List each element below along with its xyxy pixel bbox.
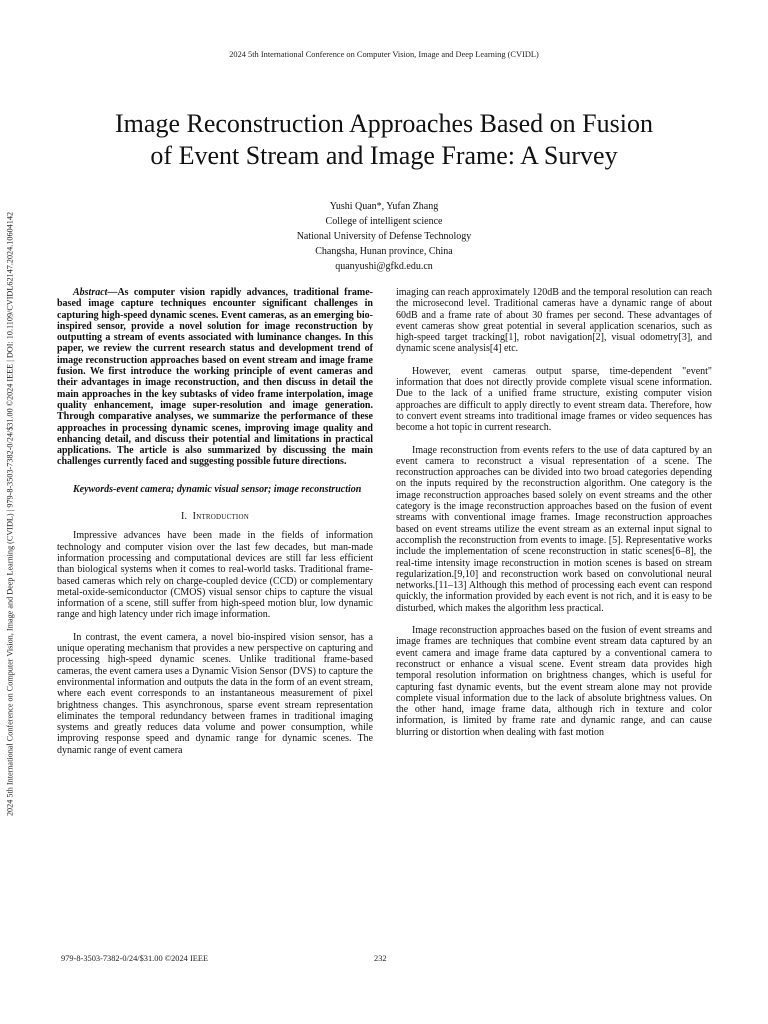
paper-title (40, 108, 728, 172)
intro-paragraph-3: imaging can reach approximately 120dB and the temporal resolution can reach the microsecond level. Traditional cameras have a dynamic range of about 60dB and a frame rate of about 30 frames per second. These advantages of event cameras show great potential in several application scenarios, such as high-speed target tracking[1], robot navigation[2], visual odometry[3], and dynamic scene analysis[4] etc. (396, 287, 712, 355)
section-number: I. (181, 511, 188, 523)
left-column (57, 287, 373, 767)
abstract-label: Abstract— (73, 287, 118, 298)
intro-paragraph-4: However, event cameras output sparse, time-dependent "event" information that does not directly provide complete visual scene information. Due to the lack of a unified frame structure, existing computer vision approaches are difficult to apply directly to event stream data. Therefore, how to convert event streams into traditional image frames or video sequences has become a hot topic in current research. (396, 365, 712, 434)
intro-paragraph-2: In contrast, the event camera, a novel bio-inspired vision sensor, has a unique operating mechanism that provides a new perspective on capturing and processing high-speed dynamic scenes. Unlike traditional frame-based cameras, the event camera uses a Dynamic Vision Sensor (DVS) to capture the environmental information and outputs the data in the form of an event stream, where each event corresponds to an instantaneous measurement of pixel brightness changes. This asynchronous, sparse event stream representation eliminates the temporal redundancy between frames in traditional imaging systems and greatly reduces data volume and power consumption, while improving response speed and dynamic range for dynamic scenes. The dynamic range of event camera (57, 631, 373, 756)
author-location: Changsha, Hunan province, China (315, 246, 453, 257)
title-line-1: Image Reconstruction Approaches Based on Fusion (115, 109, 653, 138)
section-heading-introduction (57, 511, 373, 522)
right-column (396, 287, 712, 749)
intro-paragraph-6: Image reconstruction approaches based on the fusion of event streams and image frames are techniques that combine event stream data captured by an event camera and image frame data captured by a conventional camera to reconstruct or enhance a visual scene. Event stream data provides high temporal resolution information on brightness changes, which is useful for capturing fast dynamic events, but the event stream alone may not provide complete visual information due to the lack of absolute brightness values. On the other hand, image frame data, although rich in texture and color information, is limited by frame rate and dynamic range, and can cause blurring or distortion when dealing with fast motion (396, 625, 712, 738)
author-university: National University of Defense Technology (296, 231, 472, 242)
page-number: 232 (374, 954, 387, 963)
side-doi-text: 2024 5th International Conference on Computer Vision, Image and Deep Learning (CVIDL) | 979-8-3503-7382-0/24/$31.00 ©2024 IEEE | DOI: 10.1109/CVIDL62147.2024.10604142 (5, 211, 15, 817)
section-title: Introduction (192, 511, 249, 523)
abstract (57, 287, 373, 468)
title-line-2: of Event Stream and Image Frame: A Survey (150, 141, 618, 170)
author-email: quanyushi@gfkd.edu.cn (335, 261, 433, 272)
keywords: Keywords-event camera; dynamic visual sensor; image reconstruction (73, 483, 362, 495)
intro-paragraph-1: Impressive advances have been made in the fields of information technology and computer vision over the last few decades, but man-made information processing and computational devices are still far less efficient than biological systems when it comes to real-world tasks. Traditional frame-based cameras which rely on charge-coupled device (CCD) or complementary metal-oxide-semiconductor (CMOS) visual sensor chips to capture the visual information of a scene, still suffer from high-speed motion blur, low dynamic range and high latency under rich image information. (57, 530, 373, 621)
footer-isbn: 979-8-3503-7382-0/24/$31.00 ©2024 IEEE (61, 954, 209, 963)
author-block (0, 199, 768, 274)
abstract-text: As computer vision rapidly advances, traditional frame-based image capture techniques encounter significant challenges in capturing high-speed dynamic scenes. Event cameras, as an emerging bio-inspired sensor, provide a novel solution for image reconstruction by outputting a stream of events associated with luminance changes. In this paper, we review the current research status and development trend of image reconstruction approaches based on event stream and image frame fusion. We first introduce the working principle of event cameras and their advantages in image reconstruction, and then discuss in detail the main approaches in the key subtasks of video frame interpolation, image quality enhancement, image super-resolution and image generation. Through comparative analyses, we summarize the performance of these approaches in processing dynamic scenes, improving image quality and enhancing detail, and discuss their potential and limitations in practical applications. The article is also summarized by discussing the main challenges currently faced and suggesting possible future directions. (57, 287, 373, 468)
author-names: Yushi Quan*, Yufan Zhang (329, 201, 439, 212)
conference-header: 2024 5th International Conference on Computer Vision, Image and Deep Learning (CVIDL) (229, 50, 539, 59)
intro-paragraph-5: Image reconstruction from events refers to the use of data captured by an event camera to reconstruct a visual representation of a scene. The reconstruction approaches can be divided into two broad categories depending on the inputs required by the reconstruction algorithm. One category is the image reconstruction approaches based solely on event streams and the other category is the image reconstruction approaches based on the fusion of event streams with conventional image frames. Image reconstruction approaches based on event streams utilize the event stream as an external input signal to accomplish the reconstruction from events to image. [5]. Representative works include the implementation of scene reconstruction in static scenes[6–8], the real-time intensity image reconstruction in motion scenes is based on stream regularization.[9,10] and reconstruction work based on convolutional neural networks.[11–13] Although this method of processing each event can respond quickly, the information provided by each event is not rich, and it is easy to be disturbed, which makes the algorithm less practical. (396, 444, 712, 614)
author-department: College of intelligent science (325, 216, 443, 227)
